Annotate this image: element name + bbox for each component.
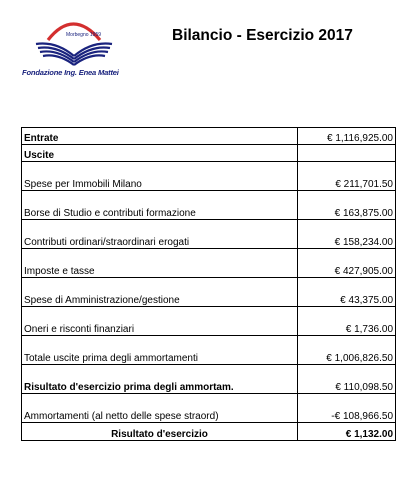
row-value: € 1,736.00 <box>298 307 396 336</box>
table-row <box>22 249 396 278</box>
table-row-total-uscite <box>22 336 396 365</box>
table-row-risultato <box>22 423 396 441</box>
row-label: Spese per Immobili Milano <box>22 162 298 191</box>
book-arc-logo-icon <box>18 10 128 70</box>
row-value: € 43,375.00 <box>298 278 396 307</box>
row-value: € 427,905.00 <box>298 249 396 278</box>
logo-caption: Fondazione Ing. Enea Mattei <box>22 68 119 77</box>
table-row-uscite <box>22 145 396 162</box>
row-value: -€ 108,966.50 <box>298 394 396 423</box>
row-label: Risultato d'esercizio <box>22 423 298 441</box>
table-row <box>22 220 396 249</box>
row-value <box>298 145 396 162</box>
row-value: € 211,701.50 <box>298 162 396 191</box>
row-label: Entrate <box>22 128 298 145</box>
table-row-risultato-pre <box>22 365 396 394</box>
row-value: € 158,234.00 <box>298 220 396 249</box>
row-label: Ammortamenti (al netto delle spese straord) <box>22 394 298 423</box>
row-label: Imposte e tasse <box>22 249 298 278</box>
row-value: € 1,006,826.50 <box>298 336 396 365</box>
row-value: € 110,098.50 <box>298 365 396 394</box>
row-label: Borse di Studio e contributi formazione <box>22 191 298 220</box>
row-value: € 163,875.00 <box>298 191 396 220</box>
row-value: € 1,116,925.00 <box>298 128 396 145</box>
table-row <box>22 278 396 307</box>
table-row <box>22 162 396 191</box>
table-row-entrate <box>22 128 396 145</box>
table-row <box>22 307 396 336</box>
budget-table <box>21 127 396 441</box>
table-row <box>22 191 396 220</box>
row-label: Oneri e risconti finanziari <box>22 307 298 336</box>
row-label: Risultato d'esercizio prima degli ammortam. <box>22 365 298 394</box>
row-value: € 1,132.00 <box>298 423 396 441</box>
foundation-logo <box>18 10 128 80</box>
row-label: Totale uscite prima degli ammortamenti <box>22 336 298 365</box>
row-label: Spese di Amministrazione/gestione <box>22 278 298 307</box>
row-label: Uscite <box>22 145 298 162</box>
row-label: Contributi ordinari/straordinari erogati <box>22 220 298 249</box>
table-row-ammortamenti <box>22 394 396 423</box>
page-title: Bilancio - Esercizio 2017 <box>172 27 353 44</box>
logo-year-text: Morbegno 1959 <box>66 32 102 38</box>
